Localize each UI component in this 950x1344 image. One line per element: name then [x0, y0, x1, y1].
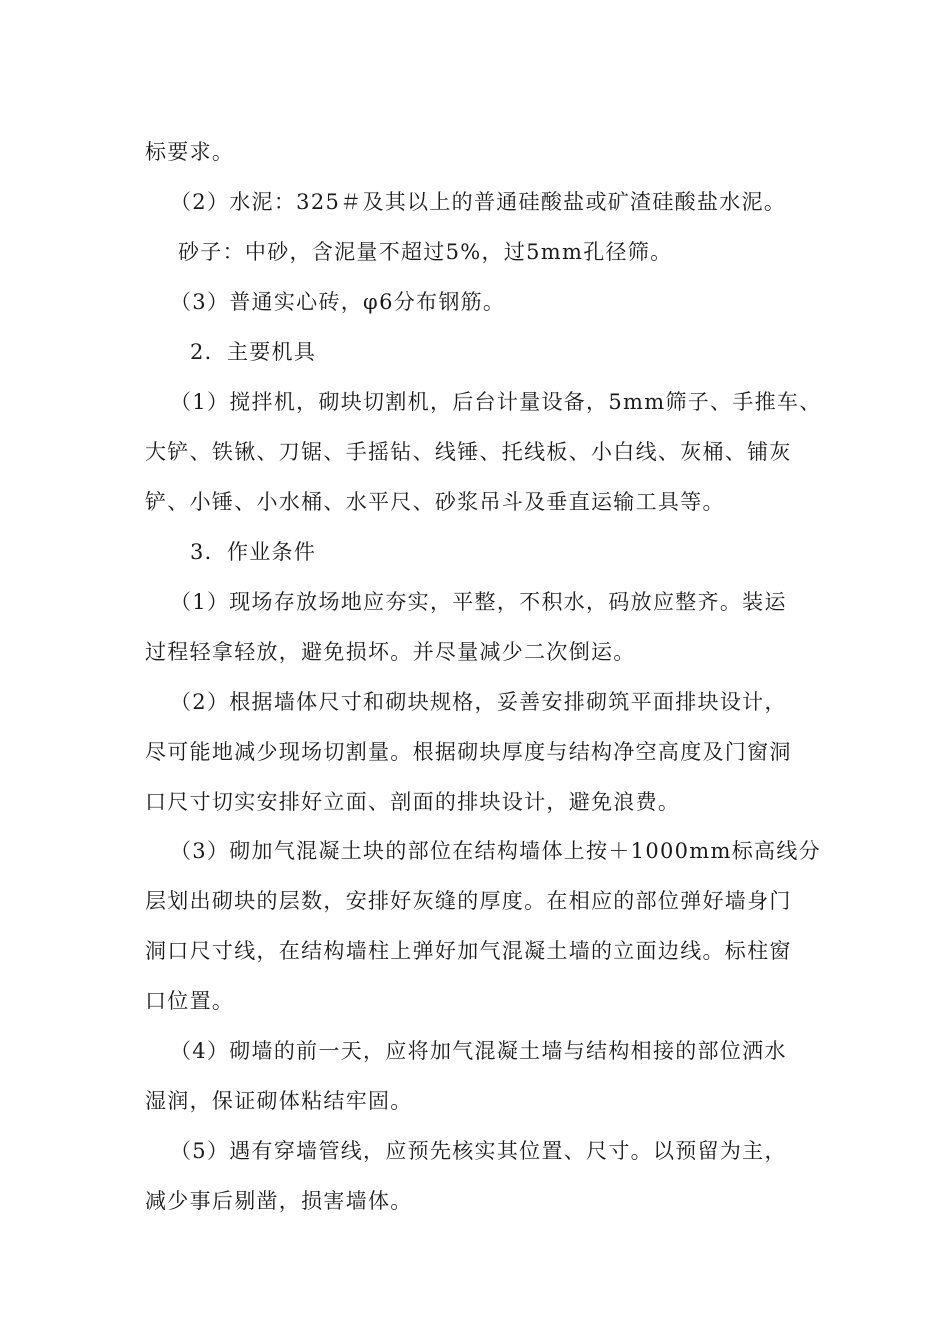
text-line-13: 尽可能地减少现场切割量。根据砌块厚度与结构净空高度及门窗洞: [145, 740, 792, 764]
text-line-22: 减少事后剔凿，损害墙体。: [145, 1189, 413, 1213]
text-line-8: 铲、小锤、小水桶、水平尺、砂浆吊斗及垂直运输工具等。: [145, 490, 725, 514]
text-line-15: （3）砌加气混凝土块的部位在结构墙体上按＋1000mm标高线分: [170, 839, 821, 863]
text-line-20: 湿润，保证砌体粘结牢固。: [145, 1089, 413, 1113]
text-line-12: （2）根据墙体尺寸和砌块规格，妥善安排砌筑平面排块设计，: [170, 690, 787, 714]
text-line-14: 口尺寸切实安排好立面、剖面的排块设计，避免浪费。: [145, 790, 681, 814]
text-line-19: （4）砌墙的前一天，应将加气混凝土墙与结构相接的部位洒水: [170, 1039, 787, 1063]
text-line-4: （3）普通实心砖，φ6分布钢筋。: [170, 290, 506, 314]
section-heading-conditions: 3．作业条件: [190, 540, 317, 564]
text-line-11: 过程轻拿轻放，避免损坏。并尽量减少二次倒运。: [145, 640, 636, 664]
text-line-21: （5）遇有穿墙管线，应预先核实其位置、尺寸。以预留为主，: [170, 1139, 787, 1163]
text-line-1: 标要求。: [145, 140, 235, 164]
text-line-7: 大铲、铁锹、刀锯、手摇钻、线锤、托线板、小白线、灰桶、铺灰: [145, 440, 792, 464]
text-line-6: （1）搅拌机，砌块切割机，后台计量设备，5mm筛子、手推车、: [170, 390, 822, 414]
text-line-10: （1）现场存放场地应夯实，平整，不积水，码放应整齐。装运: [170, 590, 787, 614]
text-line-3: 砂子：中砂，含泥量不超过5%，过5mm孔径筛。: [178, 240, 673, 264]
text-line-16: 层划出砌块的层数，安排好灰缝的厚度。在相应的部位弹好墙身门: [145, 889, 792, 913]
text-line-17: 洞口尺寸线，在结构墙柱上弹好加气混凝土墙的立面边线。标柱窗: [145, 939, 792, 963]
text-line-18: 口位置。: [145, 989, 235, 1013]
section-heading-tools: 2．主要机具: [190, 340, 317, 364]
text-line-2: （2）水泥：325＃及其以上的普通硅酸盐或矿渣硅酸盐水泥。: [170, 190, 787, 214]
